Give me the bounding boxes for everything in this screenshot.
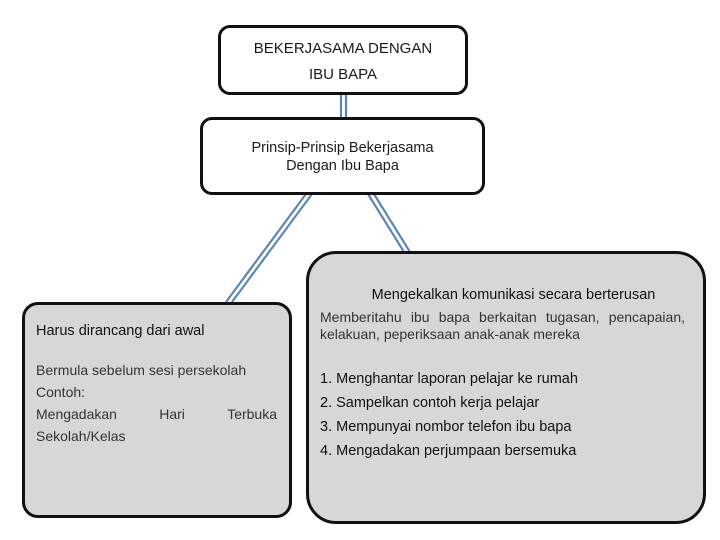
communication-item-2: 2. Sampelkan contoh kerja pelajar — [320, 395, 540, 411]
connector-middle-to-left — [226, 194, 312, 302]
planning-word-1: Mengadakan — [36, 406, 117, 422]
planning-word-2: Hari — [159, 406, 185, 422]
planning-line-4: Sekolah/Kelas — [36, 428, 126, 444]
planning-line-2: Contoh: — [36, 384, 86, 400]
connector-top-to-middle — [341, 95, 346, 118]
communication-list — [320, 367, 685, 463]
main-topic-line2: IBU BAPA — [308, 66, 378, 83]
communication-box — [306, 251, 706, 524]
planning-title: Harus dirancang dari awal — [36, 323, 205, 339]
principles-line1: Prinsip-Prinsip Bekerjasama — [251, 140, 434, 156]
planning-word-3: Terbuka — [227, 406, 277, 422]
principles-line2: Dengan Ibu Bapa — [286, 158, 399, 174]
connector-middle-to-right — [368, 194, 410, 252]
planning-box — [22, 302, 292, 518]
communication-title: Mengekalkan komunikasi secara berterusan — [371, 287, 656, 303]
main-topic-line1: BEKERJASAMA DENGAN — [253, 40, 433, 57]
communication-description: Memberitahu ibu bapa berkaitan tugasan, pencapaian, kelakuan, peperiksaan anak-anak mereka — [320, 309, 685, 342]
communication-item-1: 1. Menghantar laporan pelajar ke rumah — [320, 371, 578, 387]
planning-line-3 — [36, 403, 277, 425]
communication-item-4: 4. Mengadakan perjumpaan bersemuka — [320, 443, 577, 459]
planning-line-1: Bermula sebelum sesi persekolah — [36, 362, 247, 378]
communication-item-3: 3. Mempunyai nombor telefon ibu bapa — [320, 419, 572, 435]
main-topic-box — [218, 25, 468, 95]
principles-box — [200, 117, 485, 195]
